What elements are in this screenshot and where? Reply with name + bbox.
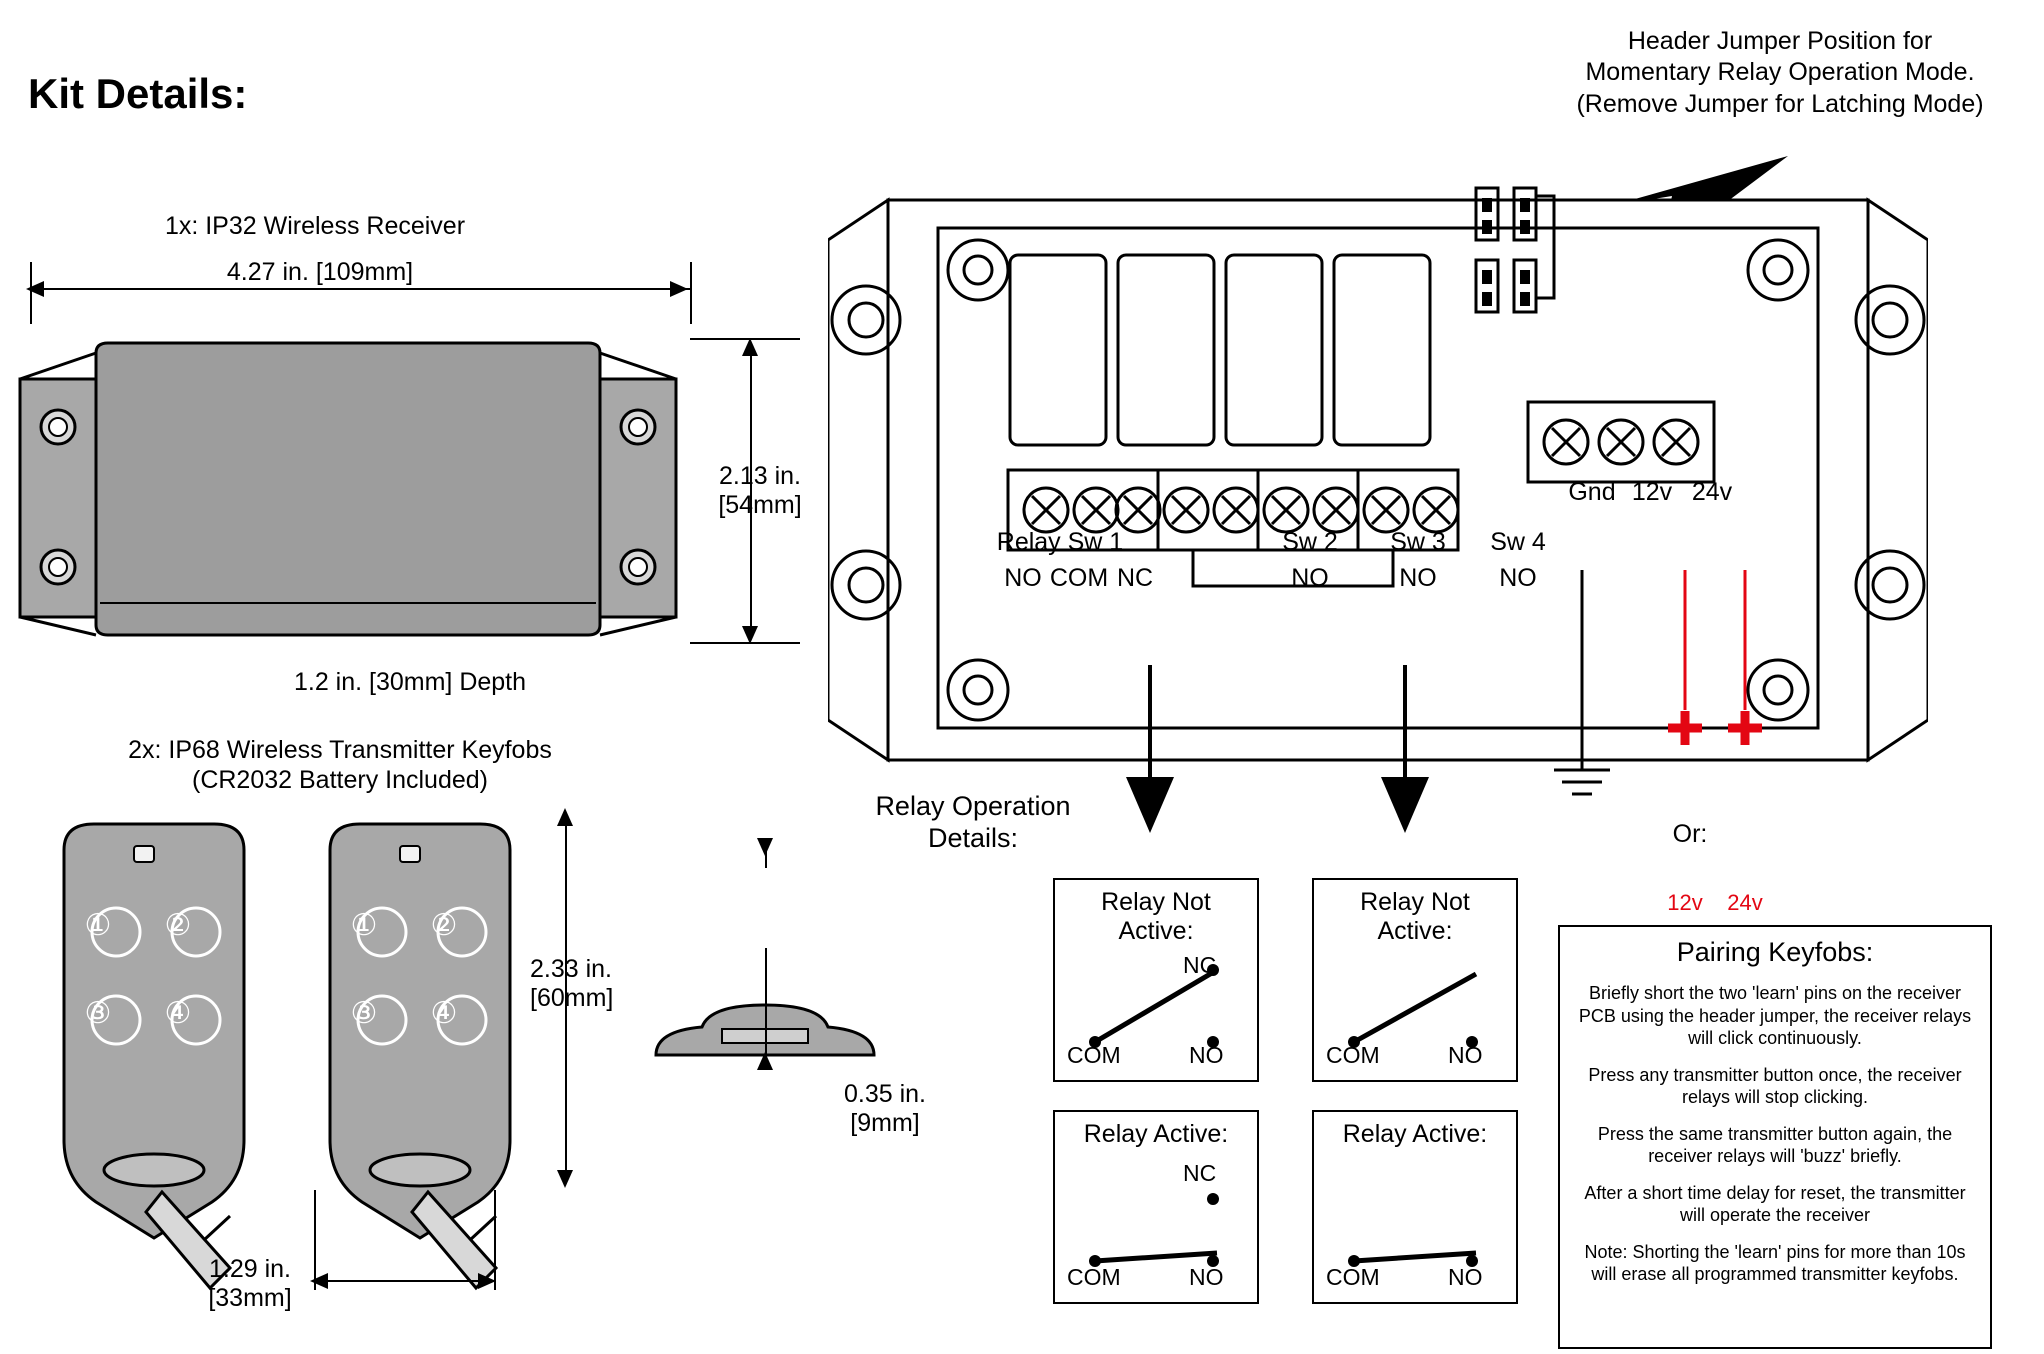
keyfob-width-line1: 1.29 in. [208,1255,291,1283]
relay-no-label-2: NO [1448,1042,1483,1068]
relay-state-title-4: Relay Active: [1342,1120,1488,1148]
power-wiring [1540,570,1830,900]
keyfob-thickness-line2: [9mm] [850,1108,920,1137]
keyfob-illustration-2 [300,820,540,1320]
receiver-illustration [18,335,678,645]
jumper-note-line2: Momentary Relay Operation Mode. [1585,58,1975,87]
receiver-width-arrow-left [26,281,44,297]
receiver-height-line1: 2.13 in. [718,462,801,490]
keyfob-width-dimension [175,1255,325,1313]
relay-no-label-1: NO [1189,1042,1224,1068]
receiver-height-dimension [690,462,830,520]
keyfob-illustration-1 [34,820,274,1320]
relay-state-box-active-nc [1053,1110,1259,1304]
relay-state-title-1a: Relay Not [1101,888,1211,916]
relay-com-label-2: COM [1326,1042,1380,1068]
relay-sw2-no-label: NO [1291,564,1329,592]
pairing-keyfobs-panel [1558,925,1992,1349]
relay-sw3-no-label: NO [1399,564,1437,592]
keyfob-thickness-dim-line [765,948,767,1058]
pairing-step-3: Press the same transmitter button again, the receiver relays will 'buzz' briefly. [1597,1123,1953,1166]
power-24v-label: 24v [1691,478,1733,506]
receiver-height-line2: [54mm] [718,490,802,519]
relay-no-label-4: NO [1448,1264,1483,1290]
relay-sw4-no-label: NO [1499,564,1537,592]
pairing-title: Pairing Keyfobs: [1676,937,1874,967]
pairing-step-1: Briefly short the two 'learn' pins on the receiver PCB using the header jumper, the receiver relays will click continuously. [1578,983,1972,1048]
relay-operation-heading [848,790,1098,855]
keyfob-label [60,735,620,795]
keyfob-height-arrow-up [557,808,573,826]
receiver-width-extline-right [690,262,692,324]
keyfob-width-dim-line [320,1280,495,1282]
keyfob-label-line2: (CR2032 Battery Included) [192,766,488,794]
keyfob1-button-3[interactable]: ③ [84,997,112,1030]
relay-state-title-1b: Active: [1118,916,1194,945]
keyfob1-button-1[interactable]: ① [84,909,112,942]
pairing-step-4: After a short time delay for reset, the transmitter will operate the receiver [1584,1182,1966,1225]
relay-sw1-no-label: NO [1004,564,1042,592]
power-24v-wire-label: 24v [1727,890,1763,915]
relay-nc-label-3: NC [1183,1160,1217,1186]
relay-sw1-nc-label: NC [1116,564,1154,592]
relay-sw1-label: Relay Sw 1 [996,528,1124,556]
receiver-width-extline-left [30,262,32,324]
pairing-step-2: Press any transmitter button once, the receiver relays will stop clicking. [1588,1064,1962,1107]
keyfob2-button-2[interactable]: ② [430,909,458,942]
jumper-note-line3: (Remove Jumper for Latching Mode) [1576,89,1984,118]
keyfob-height-line2: [60mm] [530,983,614,1012]
receiver-label: 1x: IP32 Wireless Receiver [164,212,466,240]
power-gnd-label: Gnd [1568,478,1616,506]
relay-nc-label-1: NC [1183,952,1217,978]
pairing-note: Note: Shorting the 'learn' pins for more than 10s will erase all programmed transmitter keyfobs. [1584,1241,1966,1284]
relay-com-label-3: COM [1067,1264,1121,1290]
header-jumper-note [1530,26,2030,120]
relay-sw3-callout-arrow [1375,665,1435,835]
relay-com-label-1: COM [1067,1042,1121,1068]
relay-no-label-3: NO [1189,1264,1224,1290]
relay-sw2-label: Sw 2 [1282,528,1338,556]
receiver-width-dimension: 4.27 in. [109mm] [226,258,414,286]
keyfob1-button-4[interactable]: ④ [164,997,192,1030]
power-12v-wire-label: 12v [1667,890,1703,915]
keyfob-thickness-line1: 0.35 in. [843,1080,926,1108]
receiver-height-arrow-up [742,338,758,356]
relay-state-box-not-active-open [1312,878,1518,1082]
keyfob2-button-1[interactable]: ① [350,909,378,942]
receiver-width-arrow-right [670,281,688,297]
receiver-width-dim-line [36,288,692,290]
relay-state-box-active-open [1312,1110,1518,1304]
keyfob2-button-4[interactable]: ④ [430,997,458,1030]
keyfob-width-line2: [33mm] [208,1283,292,1312]
relay-sw4-label: Sw 4 [1490,528,1546,556]
keyfob-height-arrow-down [557,1170,573,1188]
keyfob-label-line1: 2x: IP68 Wireless Transmitter Keyfobs [128,736,552,764]
keyfob-height-line1: 2.33 in. [530,955,613,983]
relay-sw3-label: Sw 3 [1390,528,1446,556]
relay-state-box-not-active-nc [1053,878,1259,1082]
keyfob-width-ext-right [494,1190,496,1290]
page-title: Kit Details: [28,70,248,117]
relay-sw1-com-label: COM [1049,564,1109,592]
receiver-height-arrow-down [742,626,758,644]
power-or-label: Or: [1672,820,1708,848]
keyfob2-button-3[interactable]: ③ [350,997,378,1030]
power-12v-label: 12v [1631,478,1673,506]
relay-operation-heading-line2: Details: [927,823,1019,854]
jumper-note-line1: Header Jumper Position for [1627,27,1933,55]
relay-sw1-callout-arrow [1120,665,1180,835]
keyfob-thickness-ext [765,838,767,868]
relay-com-label-4: COM [1326,1264,1380,1290]
keyfob1-button-2[interactable]: ② [164,909,192,942]
keyfob-thickness-dimension [810,1080,960,1138]
keyfob-thickness-arrow-bottom [757,1052,773,1070]
receiver-depth-dimension: 1.2 in. [30mm] Depth [293,668,527,696]
relay-state-title-3: Relay Active: [1083,1120,1229,1148]
relay-state-title-2b: Active: [1377,916,1453,945]
relay-state-title-2a: Relay Not [1360,888,1470,916]
relay-operation-heading-line1: Relay Operation [875,791,1071,821]
